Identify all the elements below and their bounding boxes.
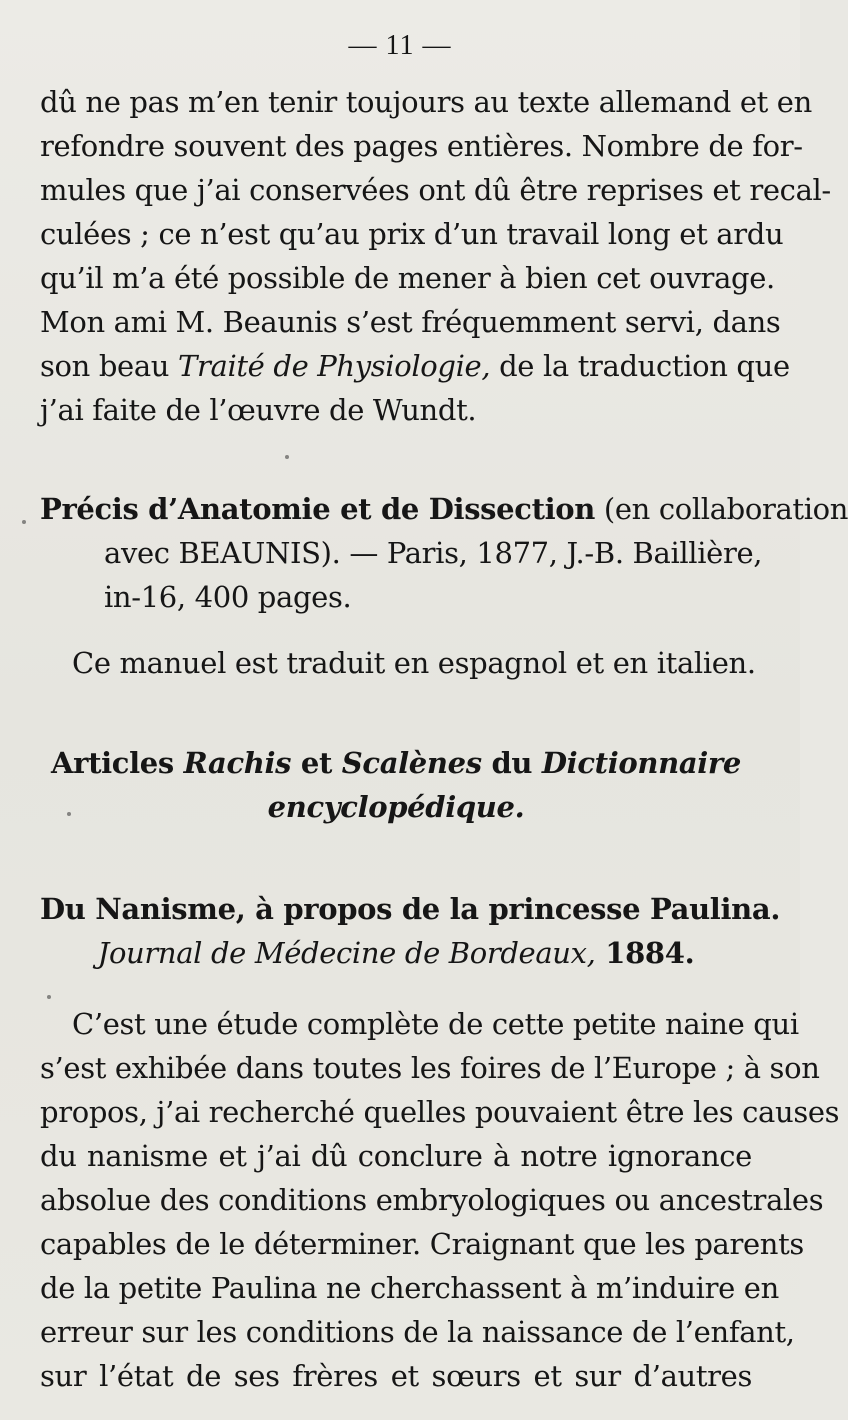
precis-note: Ce manuel est traduit en espagnol et en italien. — [72, 646, 756, 680]
text-line — [40, 344, 790, 388]
text-line: mules que j’ai conservées ont dû être reprises et recal- — [40, 173, 831, 207]
journal-title: Journal de Médecine de Bordeaux, — [97, 936, 596, 970]
text-fragment: son beau — [40, 349, 178, 383]
dictionnaire-title: Dictionnaire — [541, 746, 741, 780]
text-fragment: et — [291, 746, 342, 780]
text-fragment: Articles — [51, 746, 184, 780]
precis-format-line: in-16, 400 pages. — [104, 580, 352, 614]
articles-heading-line-2: encyclopédique. — [267, 790, 525, 824]
text-line: Mon ami M. Beaunis s’est fréquemment servi, dans — [40, 305, 781, 339]
text-line: j’ai faite de l’œuvre de Wundt. — [40, 393, 477, 427]
text-fragment: du — [481, 746, 542, 780]
print-speck — [47, 995, 51, 999]
page-number: — 11 — — [348, 30, 452, 61]
text-line: s’est exhibée dans toutes les foires de l’Europe ; à son — [40, 1051, 820, 1085]
text-line: absolue des conditions embryologiques ou ancestrales — [40, 1183, 824, 1217]
text-line: erreur sur les conditions de la naissance de l’enfant, — [40, 1315, 795, 1349]
precis-publication-line: avec BEAUNIS). — Paris, 1877, J.-B. Baillière, — [104, 536, 763, 570]
precis-title: Précis d’Anatomie et de Dissection — [40, 492, 596, 526]
article-scalenes: Scalènes — [341, 746, 482, 780]
text-fragment: de la traduction que — [490, 349, 790, 383]
articles-heading-line — [40, 741, 752, 785]
text-line: culées ; ce n’est qu’au prix d’un travail long et ardu — [40, 217, 784, 251]
print-speck — [22, 520, 26, 524]
print-speck — [285, 455, 289, 459]
text-line: C’est une étude complète de cette petite naine qui — [72, 1007, 799, 1041]
text-line: qu’il m’a été possible de mener à bien cet ouvrage. — [40, 261, 775, 295]
text-line: refondre souvent des pages entières. Nombre de for- — [40, 129, 803, 163]
print-speck — [67, 812, 71, 816]
nanisme-journal-line — [40, 931, 752, 975]
journal-year: 1884. — [595, 936, 695, 970]
text-line: capables de le déterminer. Craignant que les parents — [40, 1227, 804, 1261]
nanisme-title: Du Nanisme, à propos de la princesse Paulina. — [40, 892, 781, 926]
text-line: de la petite Paulina ne cherchassent à m’induire en — [40, 1271, 779, 1305]
book-title-italic: Traité de Physiologie, — [178, 349, 491, 383]
text-line: dû ne pas m’en tenir toujours au texte allemand et en — [40, 85, 812, 119]
text-line: sur l’état de ses frères et sœurs et sur d’autres — [40, 1359, 752, 1393]
text-line: propos, j’ai recherché quelles pouvaient être les causes — [40, 1095, 840, 1129]
article-rachis: Rachis — [183, 746, 292, 780]
precis-heading-line — [40, 487, 848, 531]
text-line: du nanisme et j’ai dû conclure à notre ignorance — [40, 1139, 752, 1173]
precis-collab: (en collaboration — [595, 492, 848, 526]
